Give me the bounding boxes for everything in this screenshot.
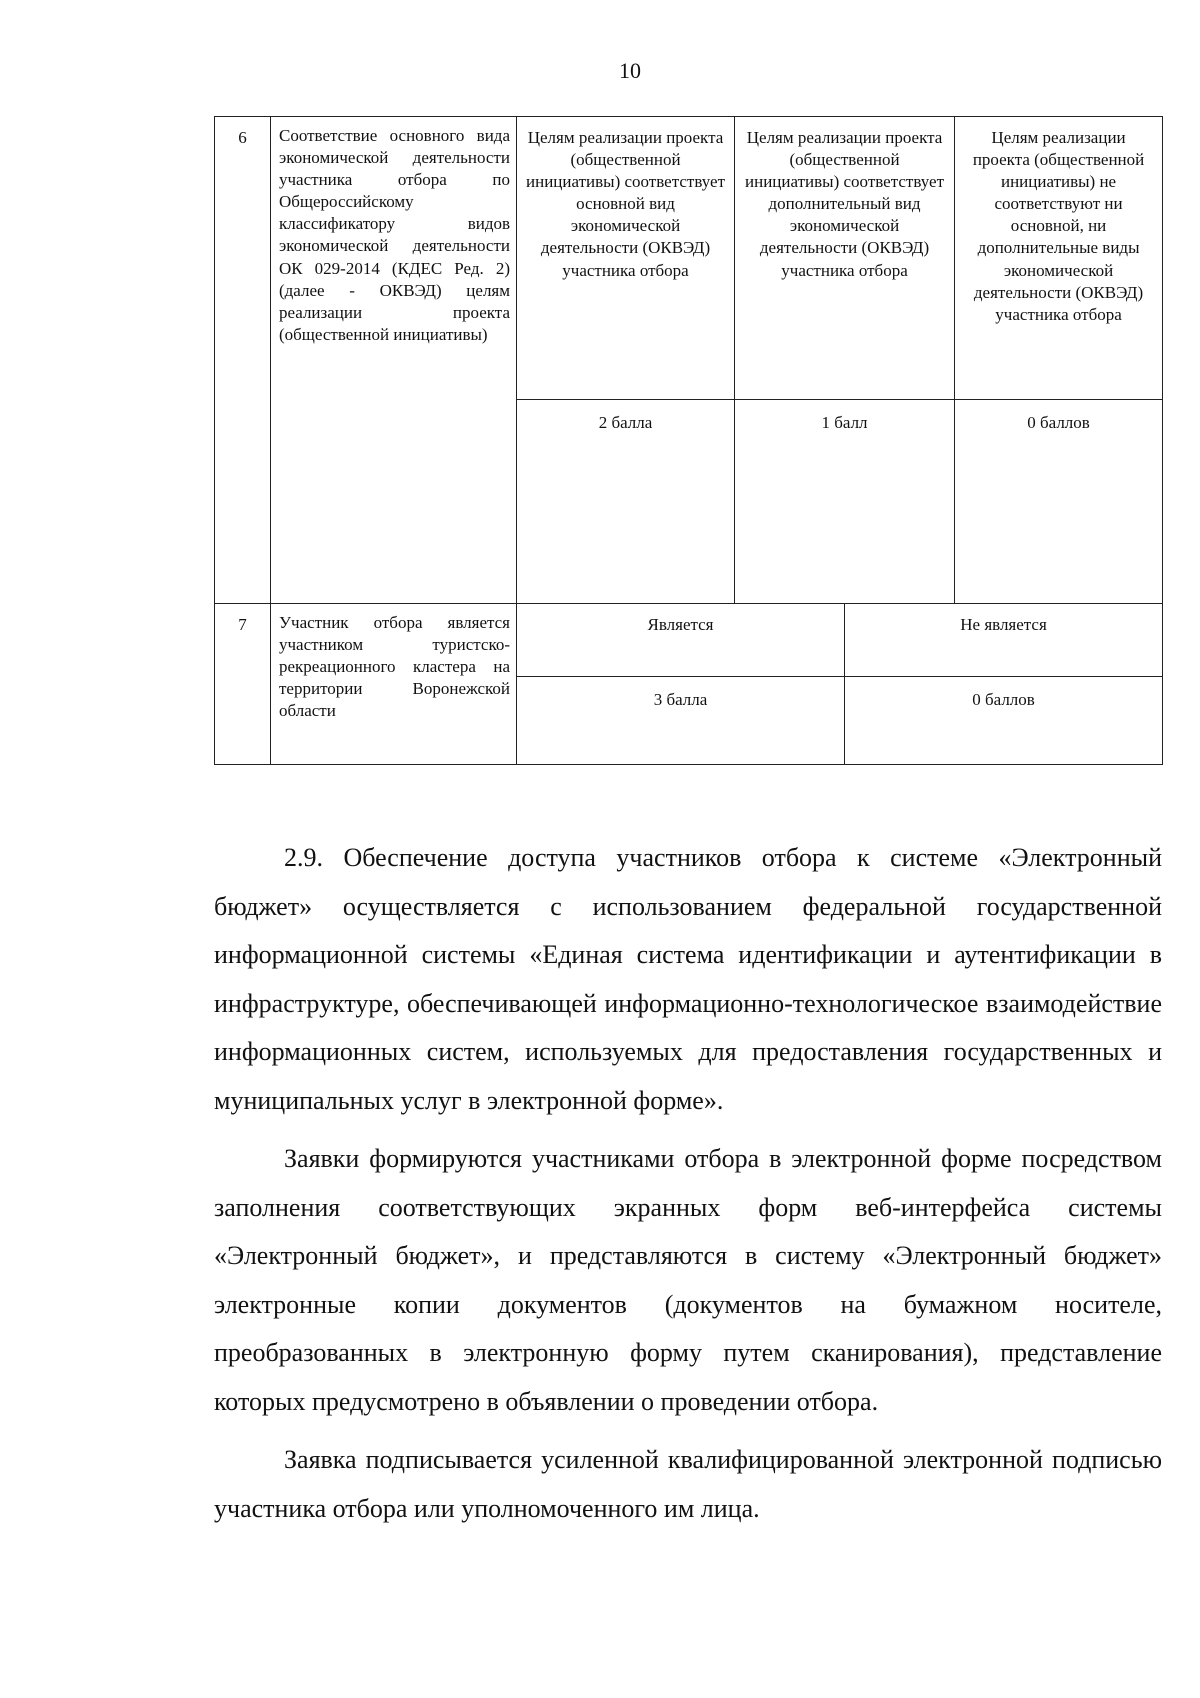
score-value: 1 балл	[735, 400, 955, 604]
row-number: 6	[215, 117, 271, 604]
score-value: 0 баллов	[845, 677, 1163, 765]
table-row	[215, 117, 1163, 400]
score-value: 0 баллов	[955, 400, 1163, 604]
option-text: Целям реализации проекта (общественной инициативы) соответствует дополнительный вид экономической деятельности (ОКВЭД) участника отбора	[735, 117, 955, 400]
document-body	[214, 834, 1162, 1543]
option-text: Целям реализации проекта (общественной инициативы) соответствует основной вид экономической деятельности (ОКВЭД) участника отбора	[517, 117, 735, 400]
option-text: Является	[517, 604, 845, 677]
paragraph: 2.9. Обеспечение доступа участников отбора к системе «Электронный бюджет» осуществляется с использованием федеральной государственной информационной системы «Единая система идентификации и аутентификации в инфраструктуре, обеспечивающей информационно-технологическое взаимодействие информационных систем, используемых для предоставления государственных и муниципальных услуг в электронной форме».	[214, 843, 1162, 1115]
score-value: 2 балла	[517, 400, 735, 604]
option-text: Не является	[845, 604, 1163, 677]
criterion-name: Участник отбора является участником туристско-рекреационного кластера на территории Воронежской области	[271, 604, 517, 765]
table-row	[215, 604, 1163, 677]
criterion-name: Соответствие основного вида экономической деятельности участника отбора по Общероссийскому классификатору видов экономической деятельности ОК 029-2014 (КДЕС Ред. 2) (далее - ОКВЭД) целям реализации проекта (общественной инициативы)	[271, 117, 517, 604]
page-number: 10	[619, 58, 641, 83]
criteria-table	[214, 116, 1163, 765]
paragraph: Заявка подписывается усиленной квалифицированной электронной подписью участника отбора или уполномоченного им лица.	[214, 1445, 1162, 1523]
paragraph: Заявки формируются участниками отбора в электронной форме посредством заполнения соответствующих экранных форм веб-интерфейса системы «Электронный бюджет», и представляются в систему «Электронный бюджет» электронные копии документов (документов на бумажном носителе, преобразованных в электронную форму путем сканирования), представление которых предусмотрено в объявлении о проведении отбора.	[214, 1144, 1162, 1416]
row-number: 7	[215, 604, 271, 765]
score-value: 3 балла	[517, 677, 845, 765]
option-text: Целям реализации проекта (общественной инициативы) не соответствуют ни основной, ни дополнительные виды экономической деятельности (ОКВЭД) участника отбора	[955, 117, 1163, 400]
